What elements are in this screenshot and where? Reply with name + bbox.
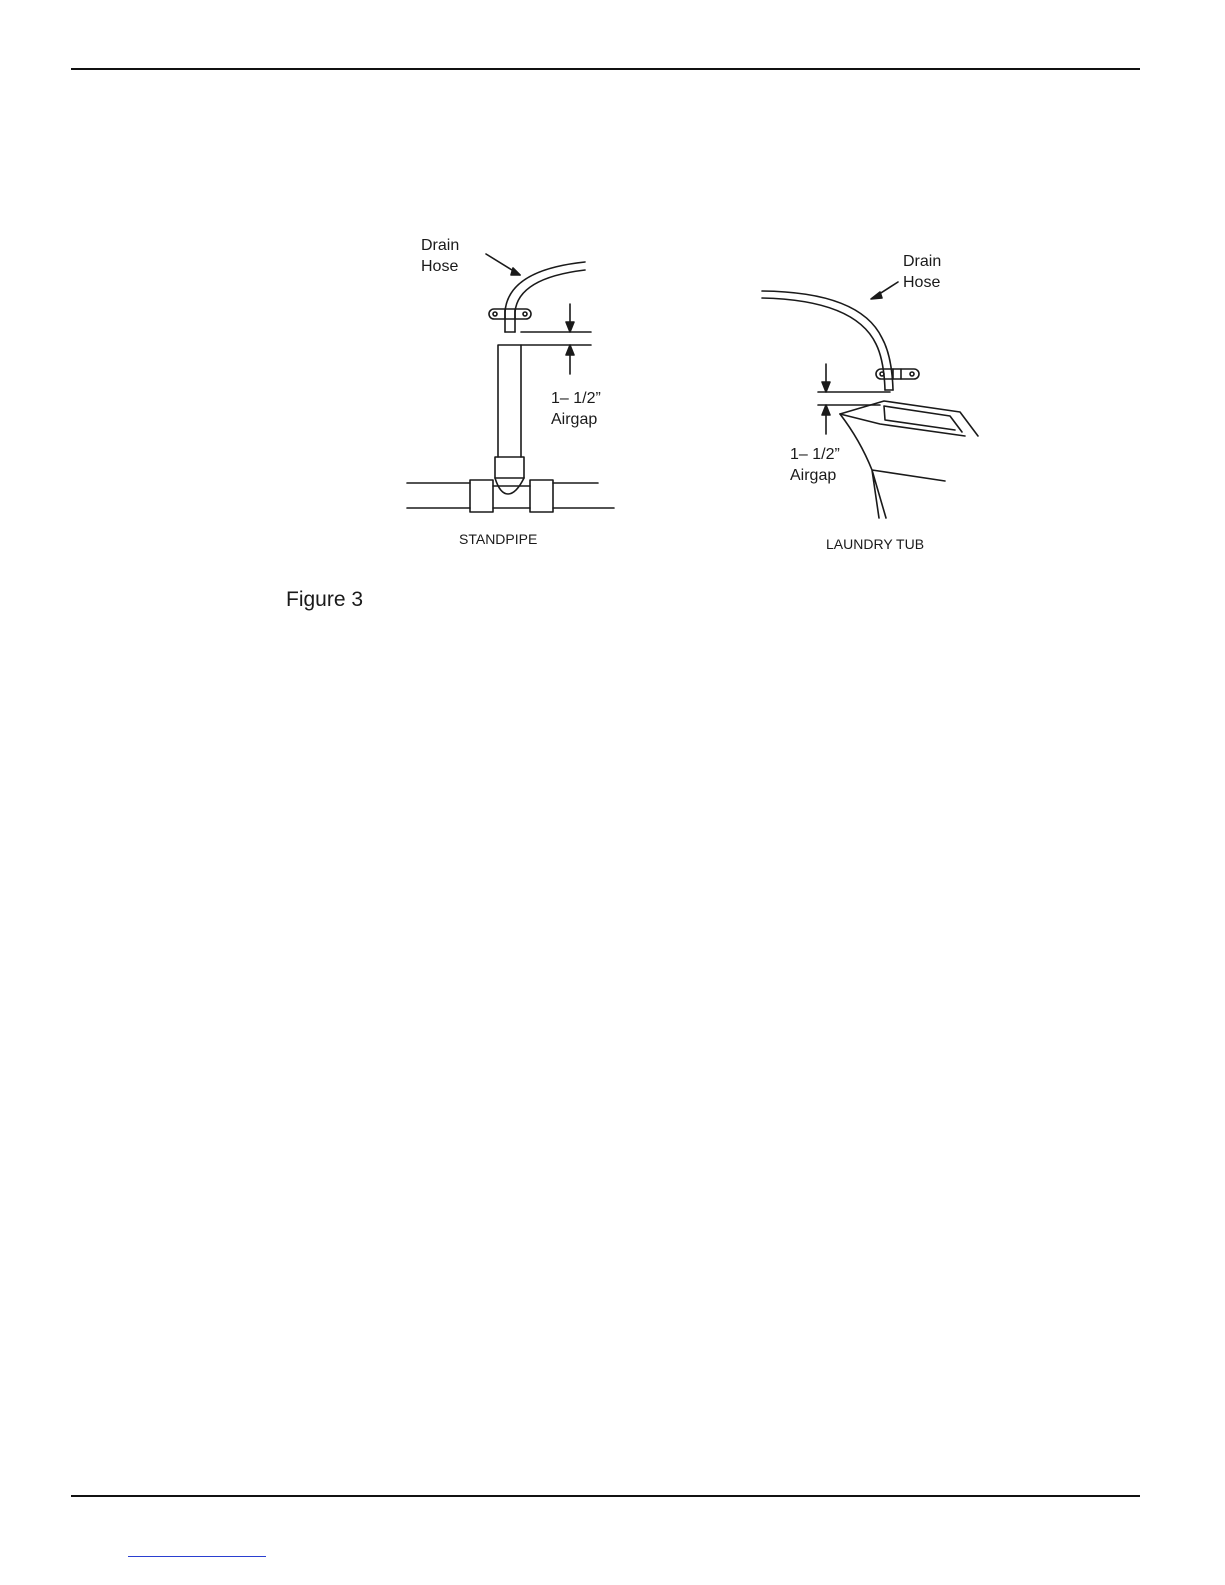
laundry-tub-airgap-dimension-label: 1– 1/2” — [790, 446, 840, 463]
laundry-tub-drain-label-line1: Drain — [903, 253, 942, 270]
laundry-tub-drain-hose — [762, 291, 893, 390]
figure-caption: Figure 3 — [286, 588, 364, 611]
laundry-tub-title: LAUNDRY TUB — [826, 536, 925, 552]
laundry-tub-drain-label-line2: Hose — [903, 274, 941, 291]
footer-link-underline[interactable] — [128, 1556, 266, 1557]
footer-rule — [71, 1495, 1140, 1497]
laundry-tub-basin — [840, 401, 978, 436]
laundry-tub-hose-clamp — [876, 369, 919, 379]
standpipe-drain-label-line1: Drain — [421, 237, 460, 254]
standpipe-airgap-dimension — [521, 332, 591, 345]
standpipe-pipe — [498, 345, 521, 457]
standpipe-drain-label-line2: Hose — [421, 258, 459, 275]
standpipe-airgap-label: Airgap — [551, 411, 598, 428]
standpipe-title: STANDPIPE — [459, 531, 538, 547]
laundry-tub-airgap-label: Airgap — [790, 467, 837, 484]
standpipe-diagram — [407, 254, 614, 512]
standpipe-airgap-dimension-label: 1– 1/2” — [551, 390, 601, 407]
standpipe-hose-clamp — [489, 309, 531, 319]
